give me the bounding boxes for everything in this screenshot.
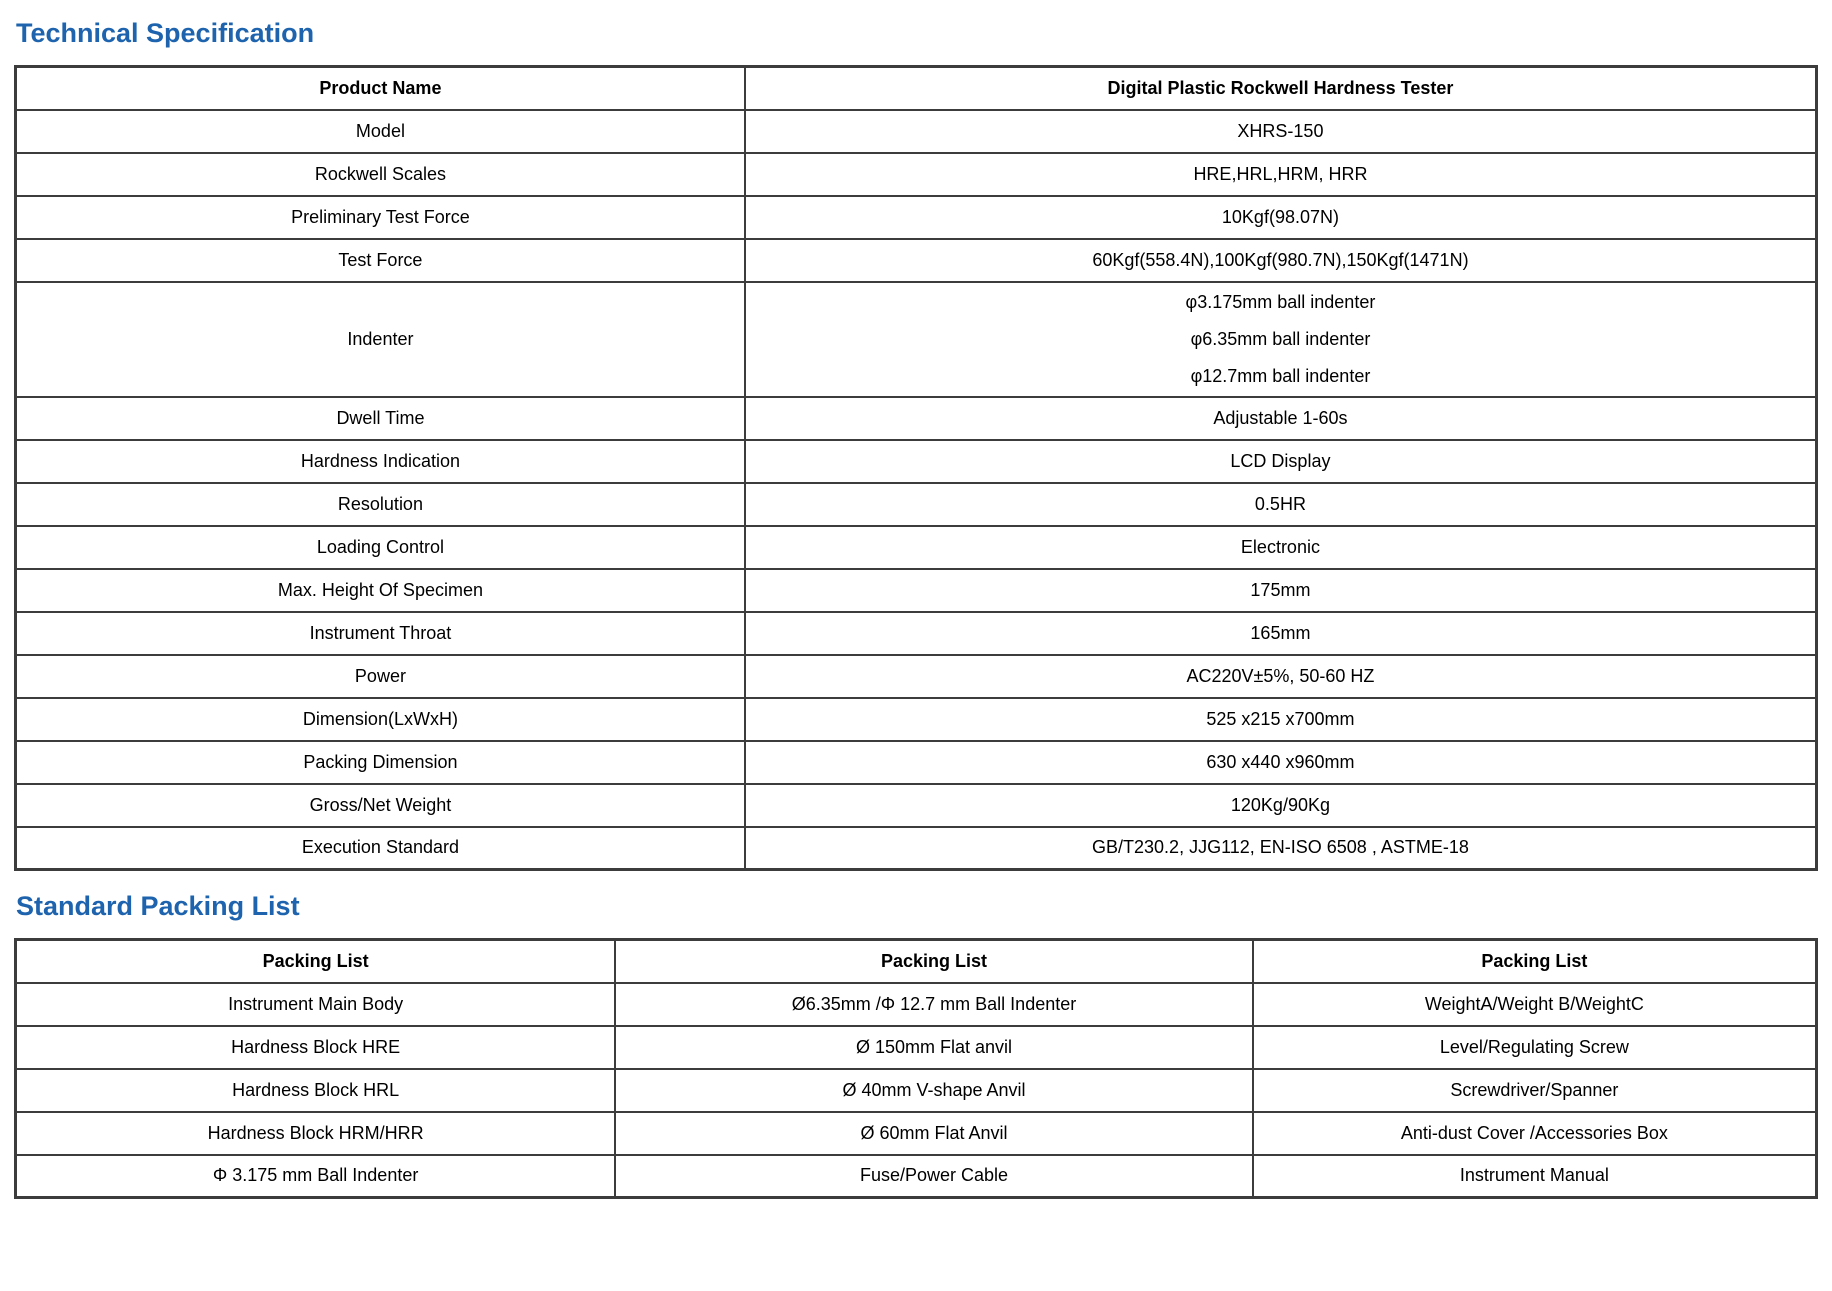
- table-row: [16, 196, 1817, 239]
- indenter-line: φ6.35mm ball indenter: [1190, 328, 1371, 349]
- packing-cell: Screwdriver/Spanner: [1253, 1069, 1817, 1112]
- spec-value-cell: 175mm: [745, 569, 1817, 612]
- table-row: [16, 153, 1817, 196]
- technical-specification-table: [14, 65, 1818, 871]
- spec-value-cell: 630 x440 x960mm: [745, 741, 1817, 784]
- packing-cell: Ø 40mm V-shape Anvil: [615, 1069, 1253, 1112]
- spec-value-cell: [745, 282, 1817, 397]
- spec-value-cell: 165mm: [745, 612, 1817, 655]
- spec-label-cell: Gross/Net Weight: [16, 784, 745, 827]
- table-row: [16, 1026, 1817, 1069]
- standard-packing-list-title: Standard Packing List: [16, 891, 300, 921]
- spec-value-cell: HRE,HRL,HRM, HRR: [745, 153, 1817, 196]
- packing-header-cell: Packing List: [1253, 940, 1817, 983]
- spec-label-cell: Power: [16, 655, 745, 698]
- spec-value-cell: LCD Display: [745, 440, 1817, 483]
- spec-label-cell: Loading Control: [16, 526, 745, 569]
- packing-cell: Ø 150mm Flat anvil: [615, 1026, 1253, 1069]
- spec-value-cell: 525 x215 x700mm: [745, 698, 1817, 741]
- packing-cell: Fuse/Power Cable: [615, 1155, 1253, 1198]
- table-row: [16, 1155, 1817, 1198]
- packing-cell: WeightA/Weight B/WeightC: [1253, 983, 1817, 1026]
- table-row: [16, 698, 1817, 741]
- packing-cell: Instrument Manual: [1253, 1155, 1817, 1198]
- table-row: [16, 784, 1817, 827]
- indenter-line: φ12.7mm ball indenter: [1190, 365, 1371, 386]
- table-row: [16, 983, 1817, 1026]
- table-row: [16, 110, 1817, 153]
- spec-value-cell: Electronic: [745, 526, 1817, 569]
- packing-cell: Ø 60mm Flat Anvil: [615, 1112, 1253, 1155]
- packing-cell: Φ 3.175 mm Ball Indenter: [16, 1155, 616, 1198]
- spec-label-cell: Rockwell Scales: [16, 153, 745, 196]
- spec-label-cell: Indenter: [16, 282, 745, 397]
- packing-header-cell: Packing List: [16, 940, 616, 983]
- spec-value-cell: 120Kg/90Kg: [745, 784, 1817, 827]
- table-row: [16, 397, 1817, 440]
- spec-label-cell: Max. Height Of Specimen: [16, 569, 745, 612]
- table-row-indenter: [16, 282, 1817, 397]
- table-row: [16, 239, 1817, 282]
- table-row: [16, 741, 1817, 784]
- spec-label-cell: Product Name: [16, 67, 745, 110]
- spec-label-cell: Packing Dimension: [16, 741, 745, 784]
- table-row: [16, 655, 1817, 698]
- table-row: [16, 827, 1817, 870]
- spec-label-cell: Model: [16, 110, 745, 153]
- spec-label-cell: Resolution: [16, 483, 745, 526]
- spec-value-cell: 10Kgf(98.07N): [745, 196, 1817, 239]
- table-header-row: [16, 940, 1817, 983]
- spec-value-cell: Adjustable 1-60s: [745, 397, 1817, 440]
- spec-value-cell: 0.5HR: [745, 483, 1817, 526]
- spec-value-cell: 60Kgf(558.4N),100Kgf(980.7N),150Kgf(1471N): [745, 239, 1817, 282]
- spec-value-cell: Digital Plastic Rockwell Hardness Tester: [745, 67, 1817, 110]
- spec-value-cell: AC220V±5%, 50-60 HZ: [745, 655, 1817, 698]
- spec-label-cell: Hardness Indication: [16, 440, 745, 483]
- spec-label-cell: Preliminary Test Force: [16, 196, 745, 239]
- standard-packing-list-table: [14, 938, 1818, 1199]
- packing-cell: Hardness Block HRE: [16, 1026, 616, 1069]
- table-header-row: [16, 67, 1817, 110]
- table-row: [16, 569, 1817, 612]
- spec-label-cell: Dwell Time: [16, 397, 745, 440]
- table-row: [16, 612, 1817, 655]
- spec-label-cell: Execution Standard: [16, 827, 745, 870]
- table-row: [16, 483, 1817, 526]
- packing-header-cell: Packing List: [615, 940, 1253, 983]
- table-row: [16, 440, 1817, 483]
- packing-cell: Level/Regulating Screw: [1253, 1026, 1817, 1069]
- indenter-line: φ3.175mm ball indenter: [1185, 291, 1376, 312]
- packing-cell: Ø6.35mm /Φ 12.7 mm Ball Indenter: [615, 983, 1253, 1026]
- packing-cell: Hardness Block HRM/HRR: [16, 1112, 616, 1155]
- table-row: [16, 526, 1817, 569]
- spec-label-cell: Dimension(LxWxH): [16, 698, 745, 741]
- table-row: [16, 1069, 1817, 1112]
- table-row: [16, 1112, 1817, 1155]
- packing-cell: Anti-dust Cover /Accessories Box: [1253, 1112, 1817, 1155]
- spec-value-cell: XHRS-150: [745, 110, 1817, 153]
- technical-specification-title: Technical Specification: [16, 18, 315, 48]
- spec-label-cell: Instrument Throat: [16, 612, 745, 655]
- spec-label-cell: Test Force: [16, 239, 745, 282]
- packing-cell: Hardness Block HRL: [16, 1069, 616, 1112]
- packing-cell: Instrument Main Body: [16, 983, 616, 1026]
- spec-value-cell: GB/T230.2, JJG112, EN-ISO 6508 , ASTME-18: [745, 827, 1817, 870]
